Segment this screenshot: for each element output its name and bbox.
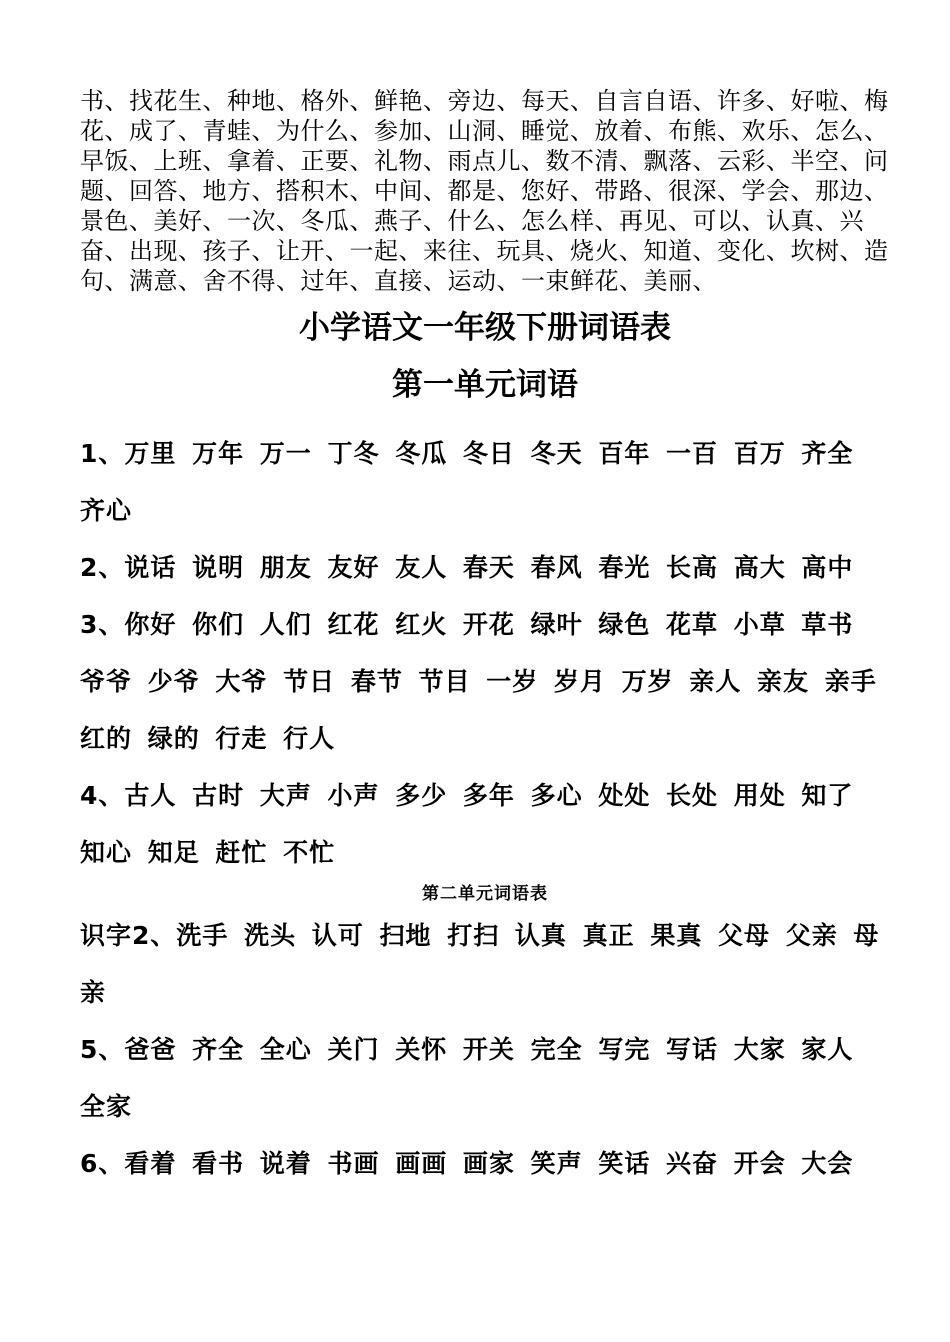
unit1-title: 第一单元词语 — [392, 367, 578, 403]
lesson-entry: 4、古人 古时 大声 小声 多少 多年 多心 处处 长处 用处 知了 知心 知足 赶忙 不忙 — [80, 781, 854, 867]
lesson-entry: 3、你好 你们 人们 红花 红火 开花 绿叶 绿色 花草 小草 草书 爷爷 少爷 大爷 节日 春节 节目 一岁 岁月 万岁 亲人 亲友 亲手 红的 绿的 行走 行人 — [80, 610, 877, 753]
lesson-entry: 2、说话 说明 朋友 友好 友人 春天 春风 春光 长高 高大 高中 — [80, 553, 854, 582]
unit1-word-list — [80, 425, 890, 881]
unit2-title: 第二单元词语表 — [422, 884, 548, 904]
unit2-word-list — [80, 907, 890, 1192]
document-page — [80, 86, 890, 1192]
intro-word-list: 书、找花生、种地、格外、鲜艳、旁边、每天、自言自语、许多、好啦、梅花、成了、青蛙、为什么、参加、山洞、睡觉、放着、布熊、欢乐、怎么、早饭、上班、拿着、正要、礼物、雨点儿、数不清、飘落、云彩、半空、问题、回答、地方、搭积木、中间、都是、您好、带路、很深、学会、那边、景色、美好、一次、冬瓜、燕子、什么、怎么样、再见、可以、认真、兴奋、出现、孩子、让开、一起、来往、玩具、烧火、知道、变化、坎树、造句、满意、舍不得、过年、直接、运动、一束鲜花、美丽、 — [80, 87, 889, 295]
lesson-entry: 6、看着 看书 说着 书画 画画 画家 笑声 笑话 兴奋 开会 大会 — [80, 1149, 854, 1178]
lesson-entry: 1、万里 万年 万一 丁冬 冬瓜 冬日 冬天 百年 一百 百万 齐全 齐心 — [80, 439, 854, 525]
page-title: 小学语文一年级下册词语表 — [299, 310, 671, 346]
lesson-entry: 5、爸爸 齐全 全心 关门 关怀 开关 完全 写完 写话 大家 家人 全家 — [80, 1035, 854, 1121]
lesson-entry: 识字2、洗手 洗头 认可 扫地 打扫 认真 真正 果真 父母 父亲 母亲 — [80, 921, 880, 1007]
